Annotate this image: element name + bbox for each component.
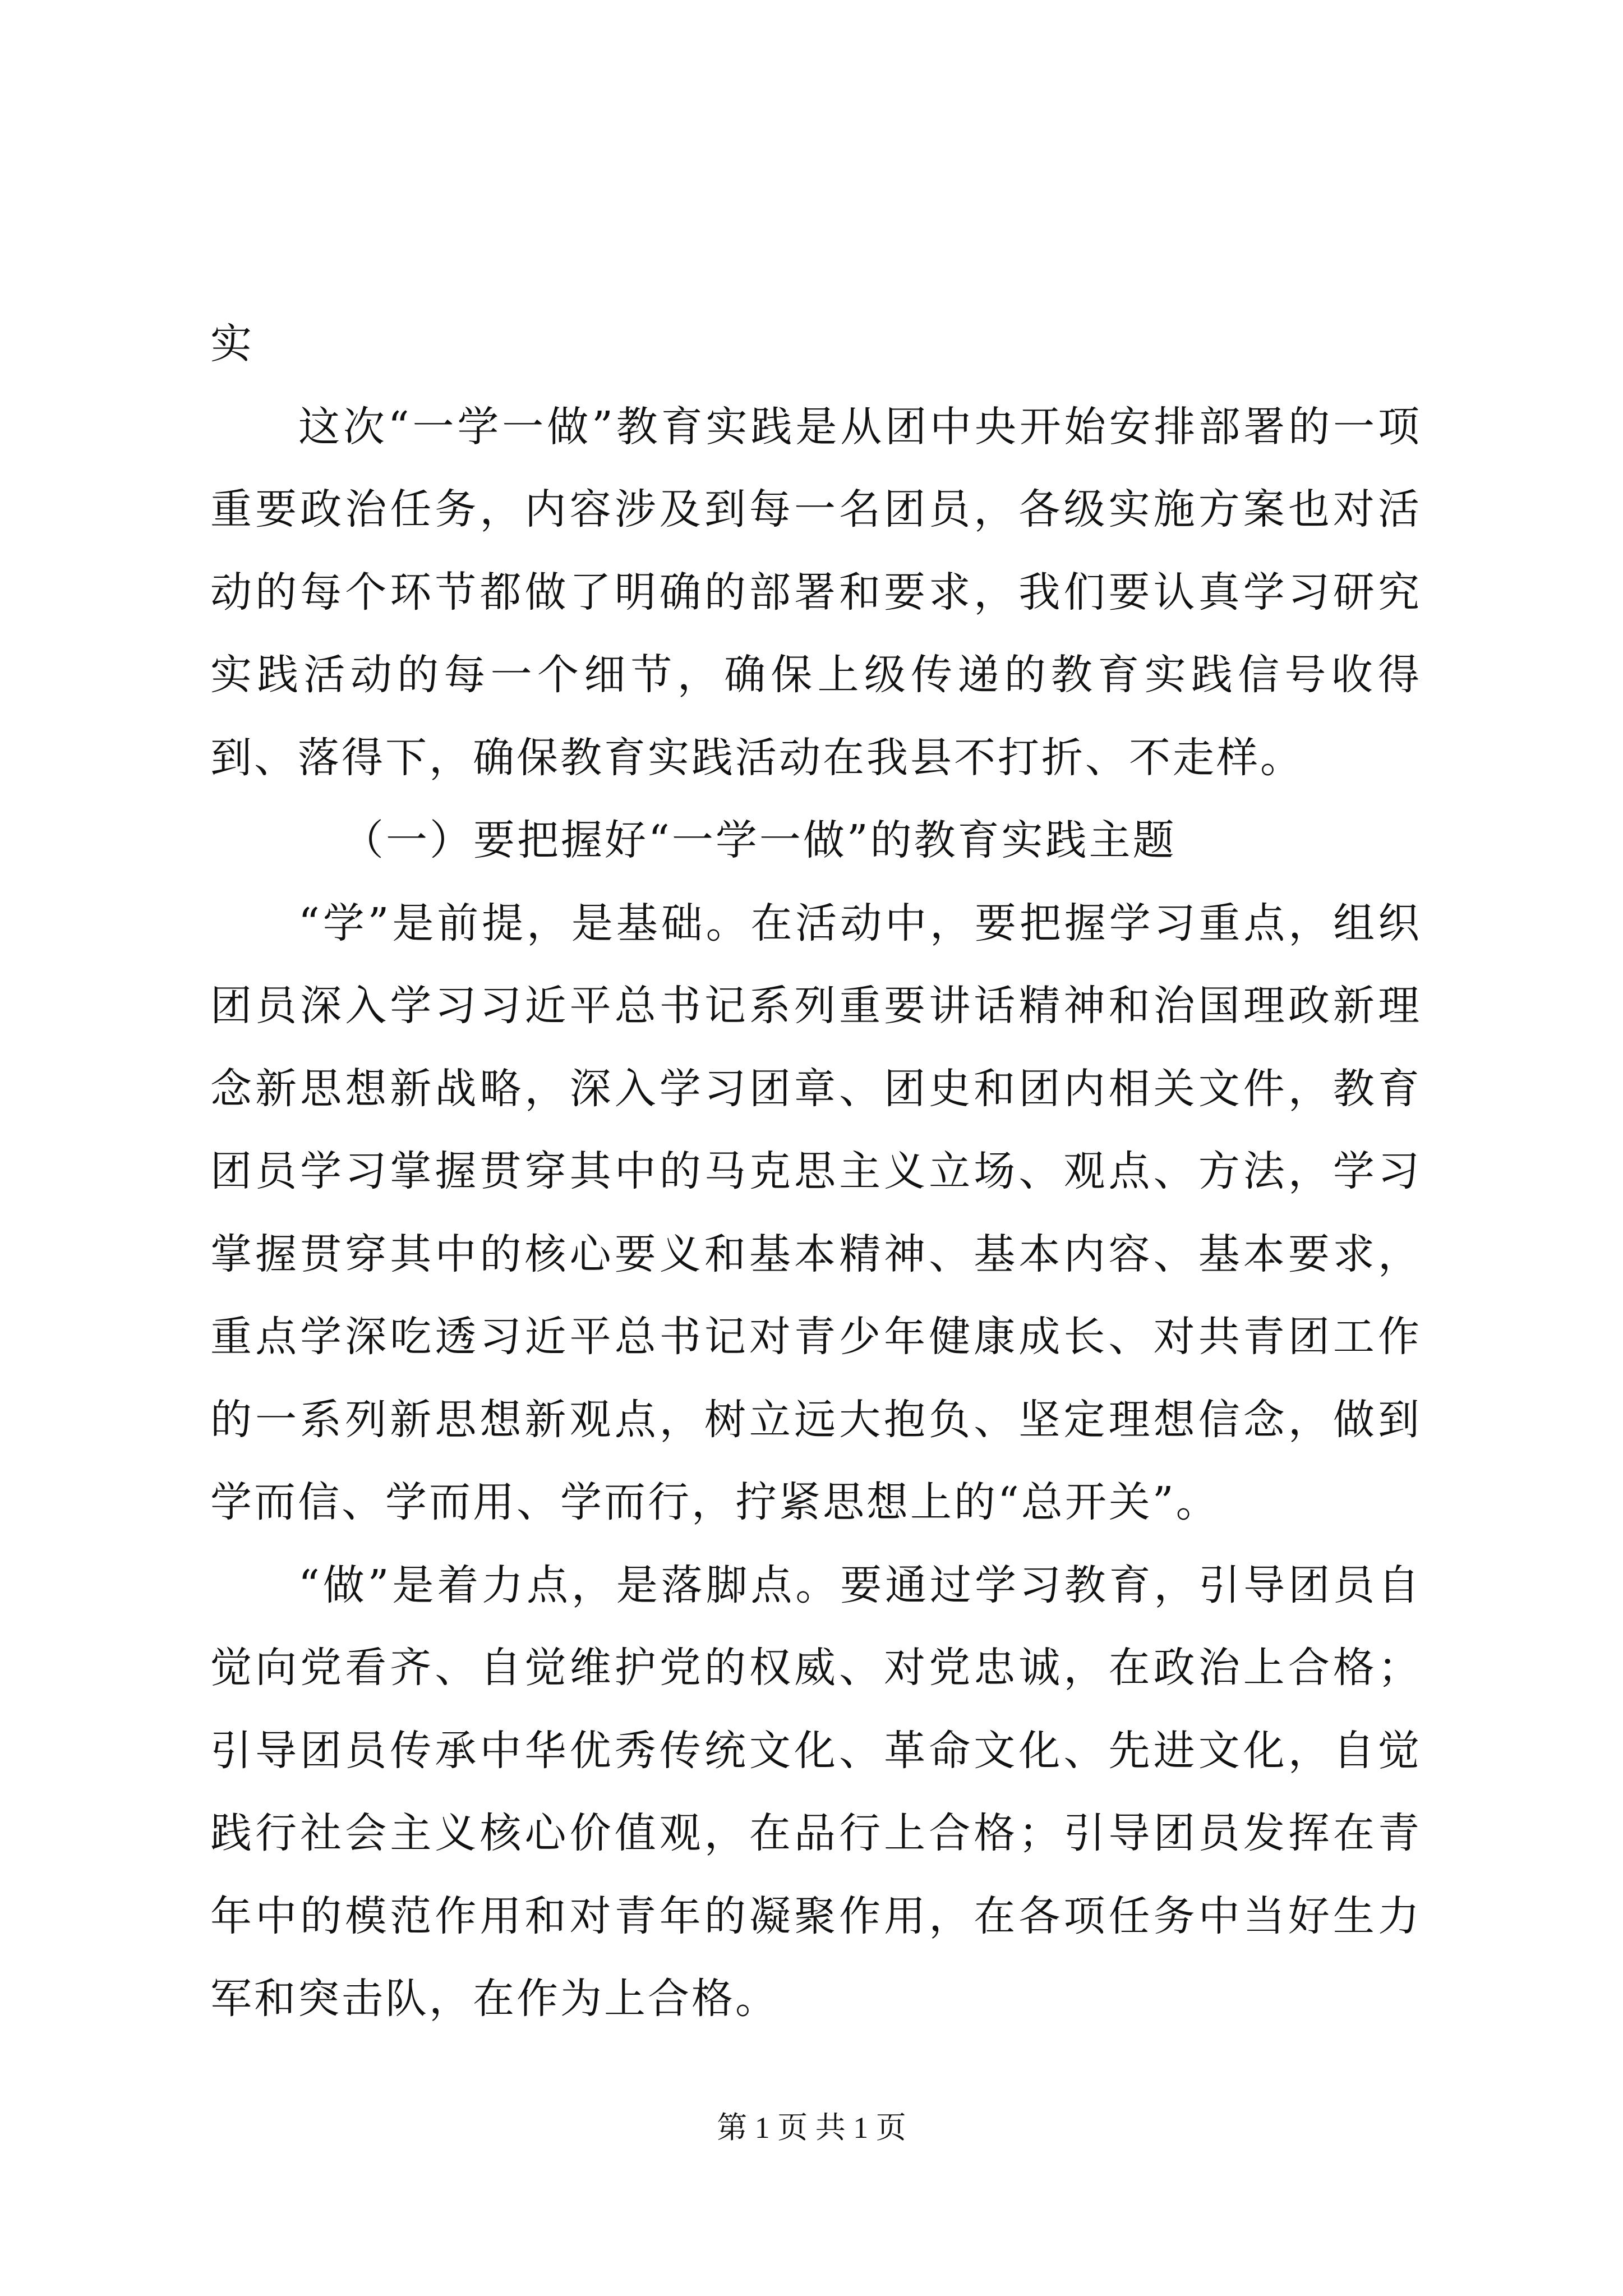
paragraph-action: “做”是着力点，是落脚点。要通过学习教育，引导团员自觉向党看齐、自觉维护党的权威、对党忠诚，在政治上合格；引导团员传承中华优秀传统文化、革命文化、先进文化，自觉践行社会主义核心价值观，在品行上合格；引导团员发挥在青年中的模范作用和对青年的凝聚作用，在各项任务中当好生力军和突击队，在作为上合格。 [210,1561,1422,2023]
paragraph-fragment: 实 [210,320,254,368]
page-footer: 第 1 页 共 1 页 [717,2111,906,2145]
paragraph-intro: 这次“一学一做”教育实践是从团中央开始安排部署的一项重要政治任务，内容涉及到每一名团员，各级实施方案也对活动的每个环节都做了明确的部署和要求，我们要认真学习研究实践活动的每一个细节，确保上级传递的教育实践信号收得到、落得下，确保教育实践活动在我县不打折、不走样。 [210,402,1422,782]
section-heading: （一）要把握好“一学一做”的教育实践主题 [342,816,1177,864]
document-body [210,303,1422,2041]
paragraph-study: “学”是前提，是基础。在活动中，要把握学习重点，组织团员深入学习习近平总书记系列重要讲话精神和治国理政新理念新思想新战略，深入学习团章、团史和团内相关文件，教育团员学习掌握贯穿其中的马克思主义立场、观点、方法，学习掌握贯穿其中的核心要义和基本精神、基本内容、基本要求，重点学深吃透习近平总书记对青少年健康成长、对共青团工作的一系列新思想新观点，树立远大抱负、坚定理想信念，做到学而信、学而用、学而行，拧紧思想上的“总开关”。 [210,899,1422,1526]
